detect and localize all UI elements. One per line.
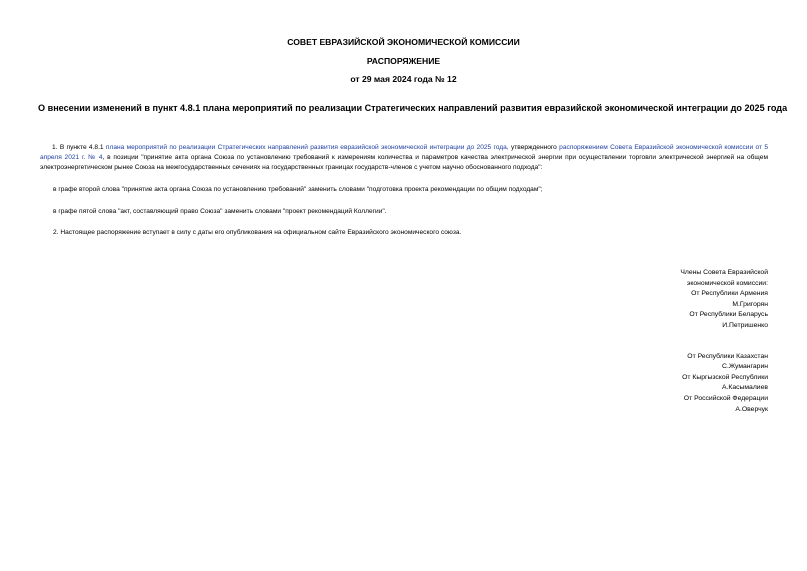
signature-intro-2: экономической комиссии: (686, 279, 768, 287)
paragraph-1-start: 1. В пункте 4.8.1 (52, 144, 104, 151)
document-type: РАСПОРЯЖЕНИЕ (366, 56, 441, 66)
signature-name: С.Жумангарин (722, 363, 768, 371)
order-link[interactable]: распоряжением Совета Евразийской экономической комиссии от 5 апреля 2021 г. № 4 (40, 144, 769, 161)
paragraph-4: 2. Настоящее распоряжение вступает в силу с даты его опубликования на официальном сайте Евразийского экономического союза. (53, 229, 462, 236)
organization-name: СОВЕТ ЕВРАЗИЙСКОЙ ЭКОНОМИЧЕСКОЙ КОМИССИИ (287, 37, 520, 47)
signature-country: От Республики Армения (691, 290, 768, 298)
signature-name: И.Петришенко (722, 321, 768, 329)
signature-name: А.Касымалиев (721, 384, 768, 392)
paragraph-1-end: , в позиции "принятие акта органа Союза по установлению требований к измерениям количества и параметров качества электрической энергии при осуществлении торговли электрической энергией на общем электроэнергетическом рынке Союза на межгосударственных сечениях на государственных границах государств-членов с учетом научно обоснованного подхода": (40, 154, 768, 171)
signature-country: От Республики Беларусь (689, 311, 768, 319)
paragraph-1-mid: утвержденного (508, 144, 560, 151)
signature-country: От Российской Федерации (683, 394, 768, 402)
document-title: О внесении изменений в пункт 4.8.1 плана мероприятий по реализации Стратегических направлений развития евразийской экономической интеграции до 2025 года (38, 103, 788, 113)
plan-link[interactable]: плана мероприятий по реализации Стратегических направлений развития евразийской экономической интеграции до 2025 года, (105, 144, 509, 151)
paragraph-3: в графе пятой слова "акт, составляющий право Союза" заменить словами "проект рекомендаций Коллегии". (53, 208, 387, 215)
signature-spacer (528, 332, 768, 352)
signature-block (528, 268, 768, 415)
paragraph-2: в графе второй слова "принятие акта органа Союза по установлению требований" заменить словами "подготовка проекта рекомендации по общим подходам"; (53, 186, 543, 193)
signature-country: От Кыргызской Республики (682, 373, 768, 381)
signature-country: От Республики Казахстан (687, 352, 768, 360)
signature-intro-1: Члены Совета Евразийской (680, 269, 768, 276)
signature-name: М.Григорян (732, 300, 768, 308)
document-date: от 29 мая 2024 года № 12 (350, 74, 457, 84)
paragraph-1 (40, 143, 768, 173)
signature-name: А.Оверчук (735, 405, 768, 413)
